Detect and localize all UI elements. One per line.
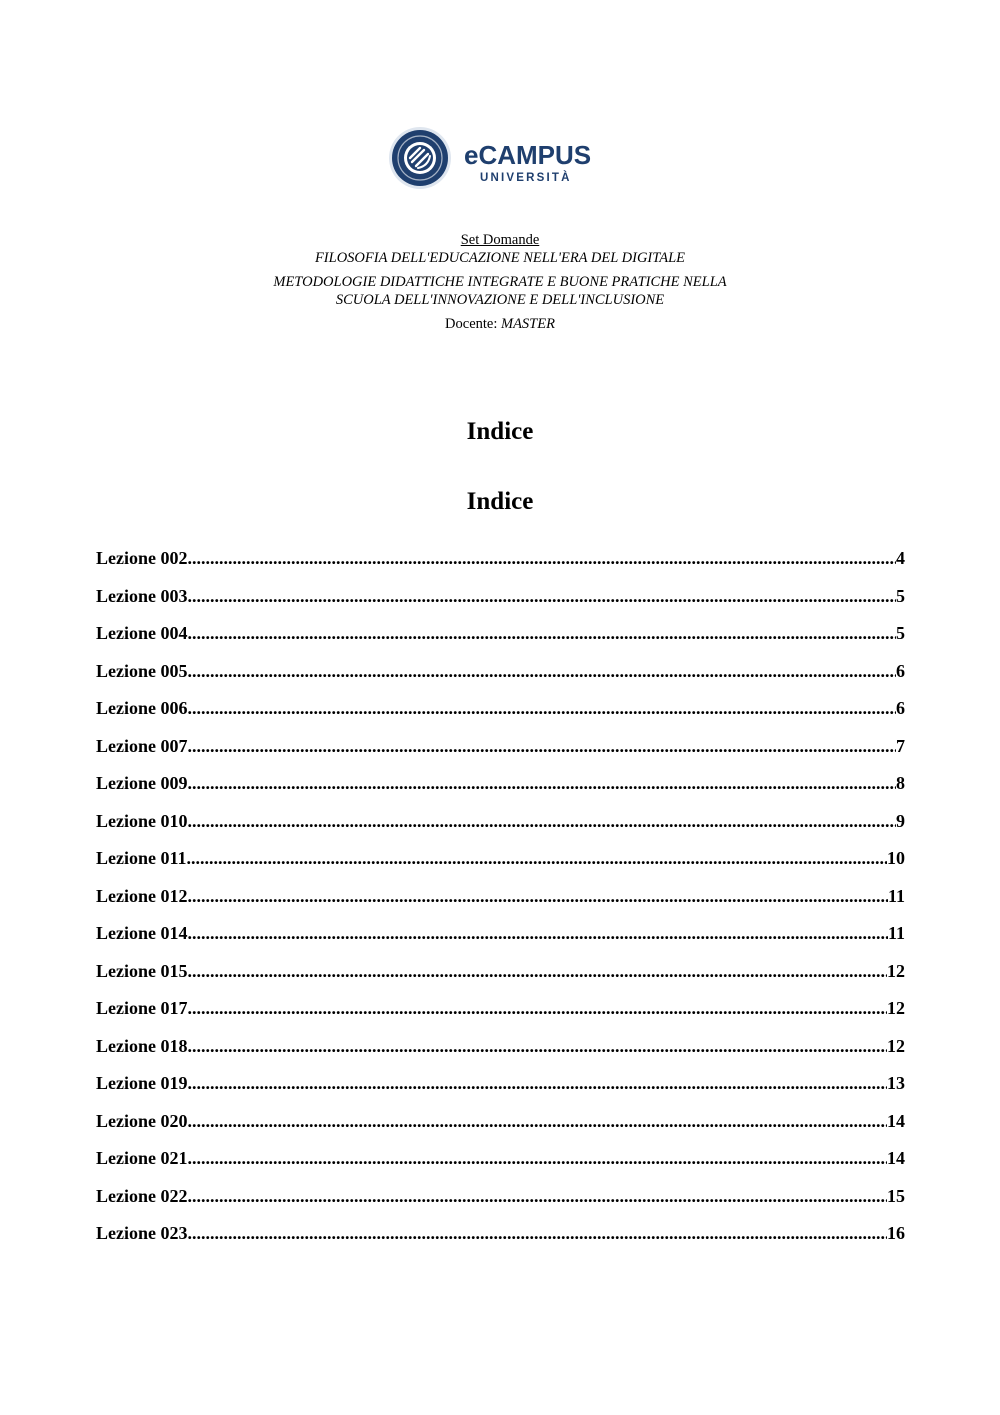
toc-entry-page: 12	[887, 960, 905, 981]
toc-entry-label: Lezione 018	[96, 1035, 188, 1056]
toc-entry[interactable]	[96, 920, 905, 958]
toc-dot-leader	[188, 658, 897, 684]
toc-entry-page: 11	[887, 923, 905, 943]
toc-dot-leader	[188, 995, 888, 1021]
toc-entry-label: Lezione 007	[96, 735, 188, 756]
toc-entry[interactable]	[96, 845, 905, 883]
toc-entry-page: 9	[896, 810, 905, 831]
toc-entry-label: Lezione 005	[96, 660, 188, 681]
toc-entry[interactable]	[96, 808, 905, 846]
toc-dot-leader	[188, 1070, 888, 1096]
toc-entry-page: 8	[896, 773, 905, 793]
toc-entry-page: 6	[896, 660, 905, 681]
toc-dot-leader	[188, 545, 897, 571]
sub-course-line-1: METODOLOGIE DIDATTICHE INTEGRATE E BUONE PRATICHE NELLA	[273, 274, 727, 290]
toc-entry-page: 6	[896, 698, 905, 718]
toc-dot-leader	[188, 1145, 888, 1171]
toc-entry-label: Lezione 006	[96, 698, 188, 718]
sub-course-line-2: SCUOLA DELL'INNOVAZIONE E DELL'INCLUSIONE	[335, 292, 665, 308]
toc-entry-label: Lezione 010	[96, 810, 188, 831]
toc-entry-page: 13	[887, 1073, 905, 1093]
toc-dot-leader	[188, 1033, 888, 1059]
toc-entry[interactable]	[96, 995, 905, 1033]
docente-label: Docente:	[445, 316, 498, 332]
logo-wordmark: eCAMPUS	[464, 140, 592, 170]
toc-entry-page: 12	[887, 1035, 905, 1056]
toc-dot-leader	[188, 958, 888, 984]
course-title: FILOSOFIA DELL'EDUCAZIONE NELL'ERA DEL DIGITALE	[314, 250, 686, 266]
toc-entry-page: 10	[887, 848, 905, 868]
toc-entry-label: Lezione 012	[96, 885, 188, 906]
toc-entry[interactable]	[96, 620, 905, 658]
toc-entry-label: Lezione 009	[96, 773, 188, 793]
toc-entry-label: Lezione 004	[96, 623, 188, 643]
toc-entry[interactable]	[96, 958, 905, 996]
index-title: Indice	[466, 418, 534, 445]
toc-entry[interactable]	[96, 545, 905, 583]
toc-entry[interactable]	[96, 695, 905, 733]
toc-dot-leader	[188, 620, 897, 646]
toc-entry-label: Lezione 019	[96, 1073, 188, 1093]
toc-entry[interactable]	[96, 770, 905, 808]
toc-entry-page: 14	[887, 1110, 905, 1131]
toc-entry-label: Lezione 023	[96, 1223, 188, 1243]
toc-entry-page: 5	[896, 585, 905, 606]
toc-entry-label: Lezione 002	[96, 548, 188, 568]
toc-entry[interactable]	[96, 1220, 905, 1258]
toc-entry-label: Lezione 011	[96, 848, 187, 868]
ecampus-seal-icon	[388, 126, 452, 190]
toc-entry-label: Lezione 021	[96, 1148, 188, 1168]
ecampus-logo	[388, 126, 610, 192]
toc-entry[interactable]	[96, 733, 905, 771]
toc-entry[interactable]	[96, 658, 905, 696]
toc-dot-leader	[188, 808, 897, 834]
toc-entry[interactable]	[96, 1108, 905, 1146]
toc-entry-label: Lezione 020	[96, 1110, 188, 1131]
toc-entry-page: 12	[887, 998, 905, 1018]
toc-entry-page: 16	[887, 1223, 905, 1243]
toc-dot-leader	[188, 1220, 888, 1246]
toc-entry-label: Lezione 014	[96, 923, 188, 943]
toc-dot-leader	[188, 883, 888, 909]
index-title-secondary: Indice	[466, 488, 534, 515]
toc-entry-label: Lezione 022	[96, 1185, 188, 1206]
toc-entry[interactable]	[96, 883, 905, 921]
toc-entry-label: Lezione 015	[96, 960, 188, 981]
logo-subtitle: UNIVERSITÀ	[480, 172, 572, 184]
toc-dot-leader	[188, 733, 897, 759]
toc-entry-page: 15	[887, 1185, 905, 1206]
toc-dot-leader	[188, 1183, 888, 1209]
toc-dot-leader	[188, 583, 897, 609]
document-header	[0, 231, 1000, 333]
toc-entry-page: 4	[896, 548, 905, 568]
toc-dot-leader	[188, 920, 888, 946]
docente-name: MASTER	[501, 316, 555, 332]
set-domande-label: Set Domande	[460, 232, 540, 248]
toc-entry[interactable]	[96, 1033, 905, 1071]
toc-entry-page: 11	[887, 885, 905, 906]
toc-entry[interactable]	[96, 1183, 905, 1221]
toc-entry-label: Lezione 017	[96, 998, 188, 1018]
toc-entry-page: 14	[887, 1148, 905, 1168]
toc-entry[interactable]	[96, 583, 905, 621]
docente-line	[0, 315, 1000, 333]
toc-entry[interactable]	[96, 1145, 905, 1183]
toc-entry-label: Lezione 003	[96, 585, 188, 606]
toc-dot-leader	[188, 1108, 888, 1134]
toc-entry-page: 7	[896, 735, 905, 756]
table-of-contents	[96, 545, 905, 1258]
toc-dot-leader	[188, 695, 897, 721]
toc-dot-leader	[187, 845, 888, 871]
toc-entry[interactable]	[96, 1070, 905, 1108]
toc-entry-page: 5	[896, 623, 905, 643]
toc-dot-leader	[188, 770, 897, 796]
